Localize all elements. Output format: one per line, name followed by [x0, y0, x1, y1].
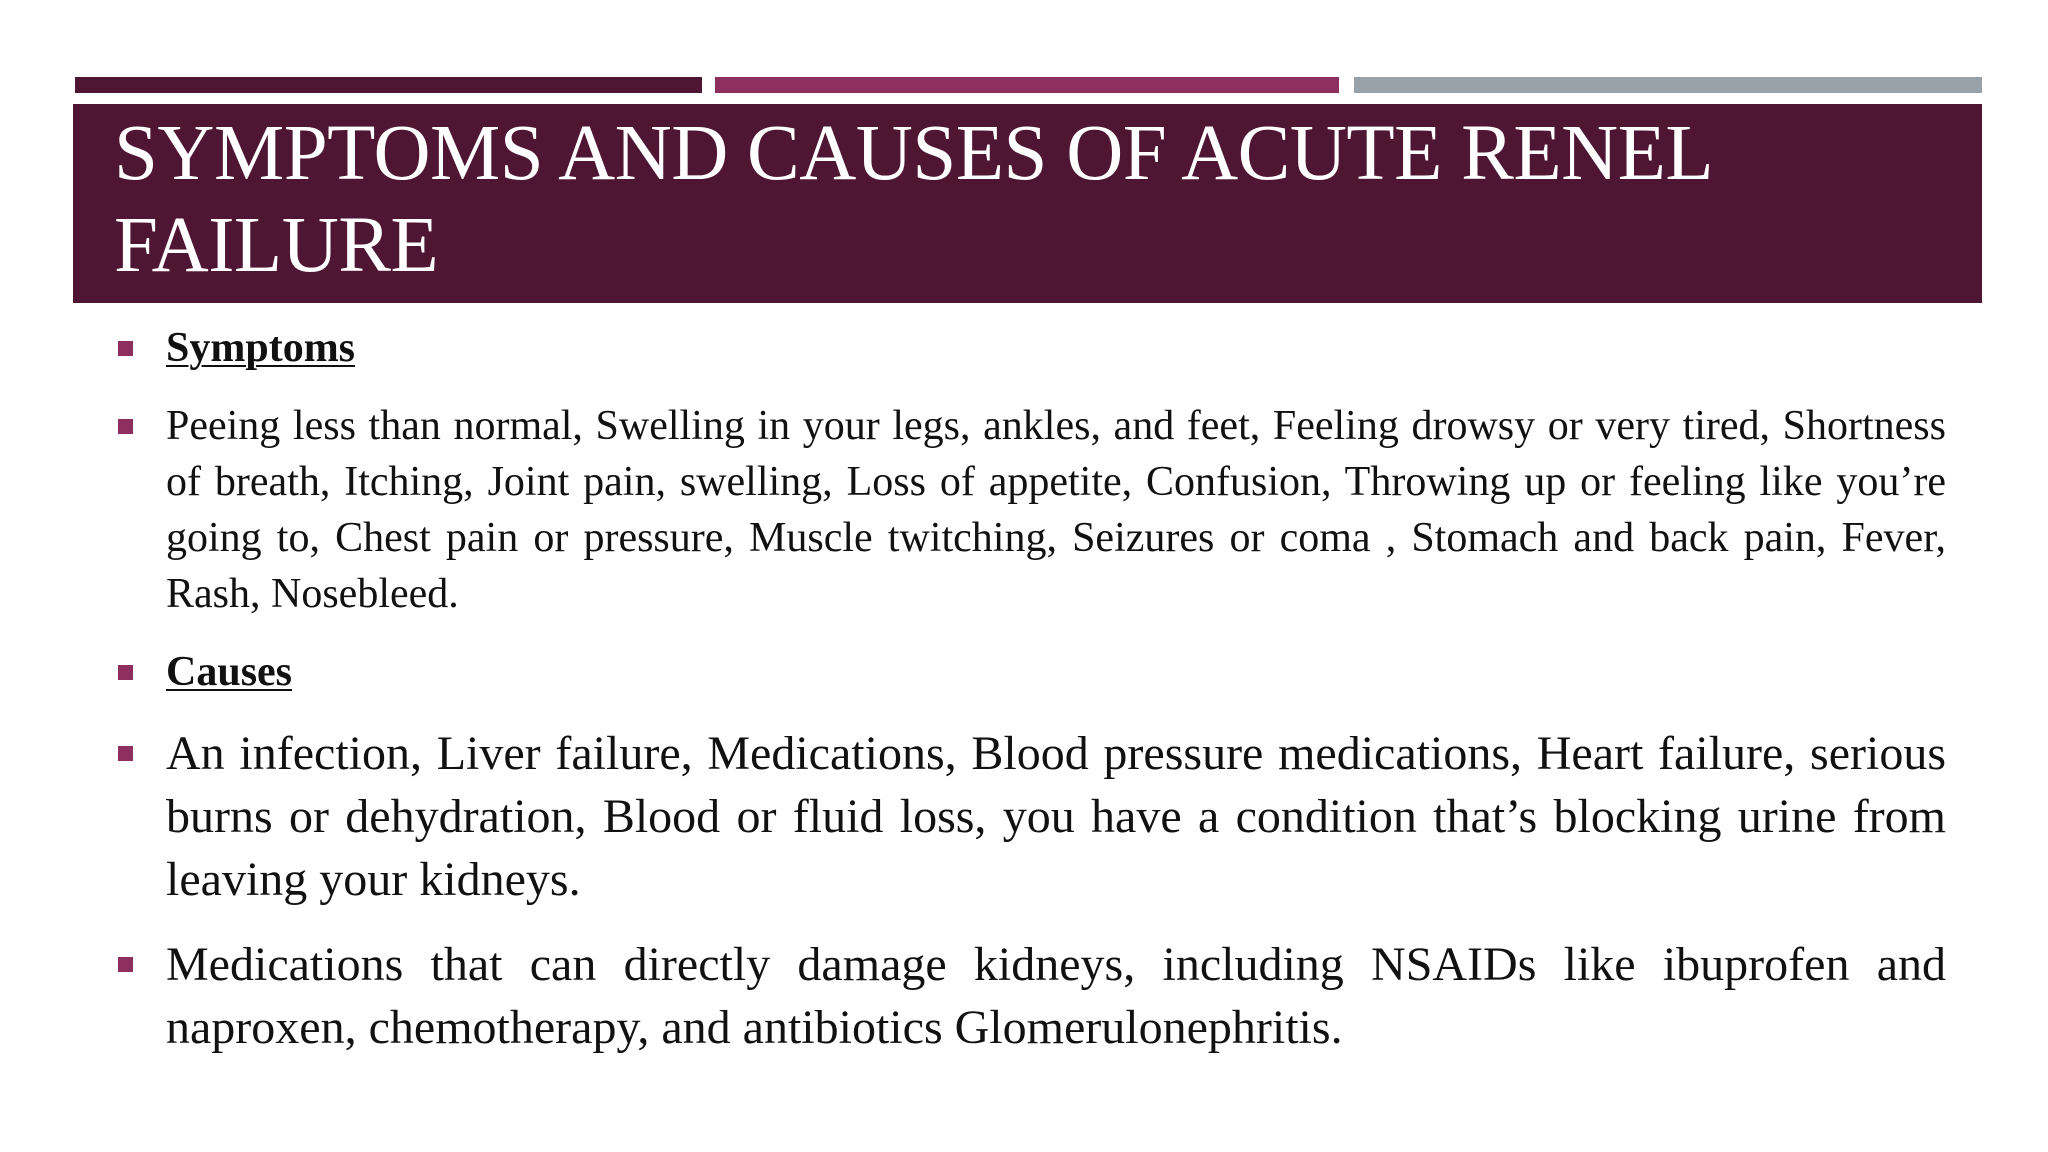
slide-title-line-1: SYMPTOMS AND CAUSES OF ACUTE RENEL [114, 110, 1714, 197]
slide-content [116, 320, 1946, 1059]
bullet-item-causes-list [116, 722, 1946, 911]
square-bullet-icon [118, 957, 133, 972]
title-banner [73, 104, 1982, 303]
accent-bar-gray [1354, 77, 1982, 93]
slide-title [114, 108, 1942, 292]
accent-bar-magenta [715, 77, 1339, 93]
square-bullet-icon [118, 746, 133, 761]
bullet-item-symptoms-heading [116, 320, 1946, 376]
symptoms-text: Peeing less than normal, Swelling in your legs, ankles, and feet, Feeling drowsy or very tired, Shortness of breath, Itching, Joint pain, swelling, Loss of appetite, Confusion, Throwing up or feeling like you’re going to, Chest pain or pressure, Muscle twitching, Seizures or coma , Stomach and back pain, Fever, Rash, Nosebleed. [166, 403, 1946, 617]
causes-text: An infection, Liver failure, Medications, Blood pressure medications, Heart failure, serious burns or dehydration, Blood or fluid loss, you have a condition that’s blocking urine from leaving your kidneys. [166, 727, 1946, 906]
symptoms-heading: Symptoms [166, 325, 356, 371]
causes-heading: Causes [166, 649, 293, 695]
accent-bar-dark [75, 77, 702, 93]
medications-text: Medications that can directly damage kidneys, including NSAIDs like ibuprofen and naproxen, chemotherapy, and antibiotics Glomerulonephritis. [166, 938, 1946, 1054]
bullet-item-symptoms-list [116, 398, 1946, 622]
square-bullet-icon [118, 341, 133, 356]
square-bullet-icon [118, 665, 133, 680]
bullet-item-causes-heading [116, 644, 1946, 700]
bullet-item-medications [116, 933, 1946, 1059]
square-bullet-icon [118, 419, 133, 434]
slide-title-line-2: FAILURE [114, 202, 439, 289]
